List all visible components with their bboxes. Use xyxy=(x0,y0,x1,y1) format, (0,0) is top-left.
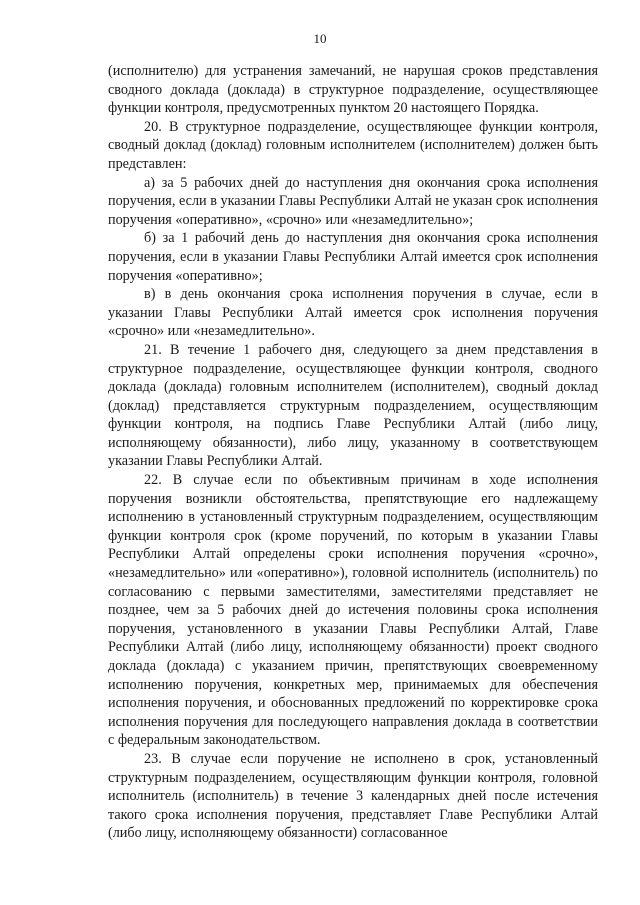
paragraph-item-20: 20. В структурное подразделение, осуществляющее функции контроля, сводный доклад (доклад) головным исполнителем (исполнителем) должен быть представлен: xyxy=(108,118,598,172)
paragraph-item-21: 21. В течение 1 рабочего дня, следующего за днем представления в структурное подразделение, осуществляющее функции контроля, сводного доклада (доклада) головным исполнителем (исполнителем), сводный доклад (доклад) представляется структурным подразделением, осуществляющим функции контроля, на подпись Главе Республики Алтай (либо лицу, исполняющему обязанности), либо лицу, указанному в соответствующем указании Главы Республики Алтай. xyxy=(108,341,598,470)
paragraph-subitem-v: в) в день окончания срока исполнения поручения в случае, если в указании Главы Республики Алтай имеется срок исполнения поручения «срочно» или «незамедлительно». xyxy=(108,286,598,340)
page-number: 10 xyxy=(313,31,327,46)
paragraph-continuation: (исполнителю) для устранения замечаний, не нарушая сроков представления сводного доклада (доклада) в структурное подразделение, осуществляющее функции контроля, предусмотренных пунктом 20 настоящего Порядка. xyxy=(108,63,598,117)
paragraph-subitem-a: а) за 5 рабочих дней до наступления дня окончания срока исполнения поручения, если в указании Главы Республики Алтай не указан срок исполнения поручения «оперативно», «срочно» или «незамедлительно»; xyxy=(108,174,598,228)
paragraph-item-23: 23. В случае если поручение не исполнено в срок, установленный структурным подразделением, осуществляющим функции контроля, головной исполнитель (исполнитель) в течение 3 календарных дней после истечения такого срока исполнения поручения, представляет Главе Республики Алтай (либо лицу, исполняющему обязанности) согласованное xyxy=(108,750,598,842)
paragraph-subitem-b: б) за 1 рабочий день до наступления дня окончания срока исполнения поручения, если в указании Главы Республики Алтай имеется срок исполнения поручения «оперативно»; xyxy=(108,230,598,284)
document-body xyxy=(108,62,598,843)
paragraph-item-22: 22. В случае если по объективным причинам в ходе исполнения поручения возникли обстоятельства, препятствующие его надлежащему исполнению в установленный структурным подразделением, осуществляющим функции контроля срок (кроме поручений, по которым в указании Главы Республики Алтай определены сроки исполнения поручения «срочно», «незамедлительно» или «оперативно»), головной исполнитель (исполнитель) по согласованию с первыми заместителями, заместителями представляет не позднее, чем за 5 рабочих дней до истечения половины срока исполнения поручения, установленного в указании Главы Республики Алтай, Главе Республики Алтай (либо лицу, исполняющему обязанности) проект сводного доклада (доклада) с указанием причин, препятствующих своевременному исполнению поручения, конкретных мер, принимаемых для обеспечения исполнения поручения, и обоснованных предложений по корректировке срока исполнения поручения для последующего направления доклада в соответствии с федеральным законодательством. xyxy=(108,472,598,749)
